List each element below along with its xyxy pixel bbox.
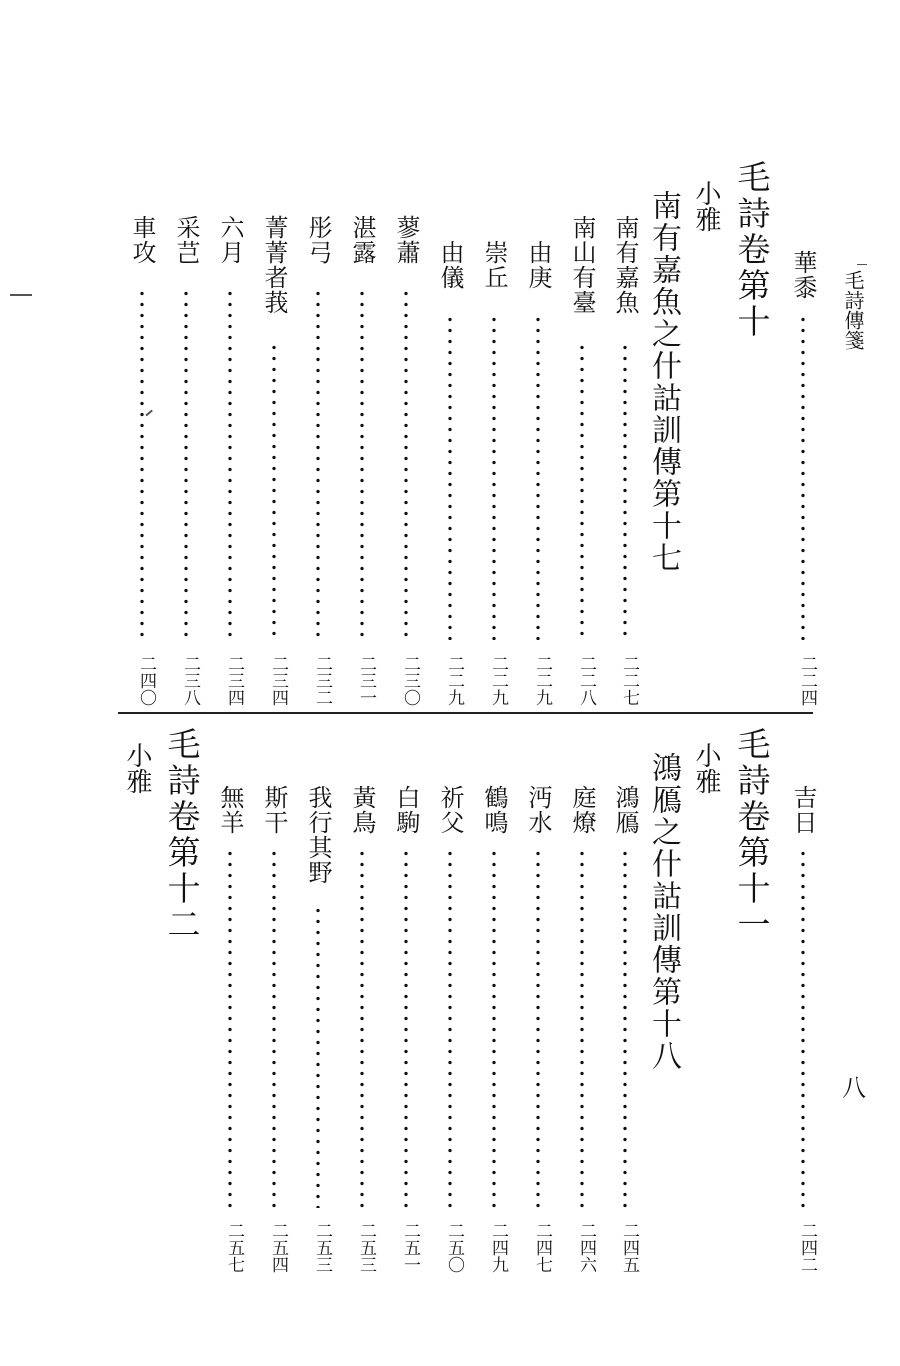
leader-dots	[492, 848, 496, 1208]
leader-dots	[623, 848, 627, 1208]
entry-label: 鶴鳴	[480, 785, 508, 835]
entry-page: 二二八	[576, 655, 596, 706]
juan-heading: 毛詩卷第十一	[732, 727, 772, 943]
entry-label: 車攻	[128, 215, 156, 265]
entry-label: 采芑	[172, 215, 200, 265]
running-head: 毛詩傳箋	[841, 270, 865, 350]
entry-page: 二二七	[619, 655, 639, 706]
entry-label: 白駒	[392, 785, 420, 835]
entry-label: 菁菁者莪	[260, 215, 288, 315]
entry-label: 庭燎	[568, 785, 596, 835]
entry-label: 彤弓	[304, 215, 332, 265]
entry-label: 南山有臺	[568, 215, 596, 315]
entry-label: 由儀	[436, 240, 464, 290]
scan-mark	[857, 264, 867, 265]
entry-label: 斯干	[260, 785, 288, 835]
entry-page: 二二九	[532, 655, 552, 706]
entry-page: 二四六	[576, 1222, 596, 1273]
juan-heading: 毛詩卷第十	[732, 160, 772, 340]
leader-dots	[360, 288, 364, 640]
leader-dots	[801, 848, 805, 1208]
leader-dots	[623, 342, 627, 640]
entry-label: 鴻鴈	[611, 785, 639, 835]
half-divider	[118, 712, 813, 714]
entry-page: 二二九	[444, 655, 464, 706]
leader-dots	[272, 342, 276, 640]
entry-page: 二五一	[400, 1222, 420, 1273]
section-label: 小雅	[691, 180, 721, 232]
entry-page: 二五三	[312, 1222, 332, 1273]
section-label: 小雅	[691, 742, 721, 794]
leader-dots	[580, 848, 584, 1208]
leader-dots	[184, 288, 188, 640]
leader-dots	[448, 848, 452, 1208]
entry-label: 湛露	[348, 215, 376, 265]
entry-label: 黃鳥	[348, 785, 376, 835]
entry-page: 二三〇	[400, 655, 420, 706]
section-label-next: 小雅	[122, 742, 152, 794]
entry-label: 六月	[216, 215, 244, 265]
leader-dots	[404, 288, 408, 640]
leader-dots	[140, 288, 144, 640]
leader-dots	[228, 848, 232, 1208]
entry-page: 二三四	[268, 655, 288, 706]
entry-label: 由庚	[524, 240, 552, 290]
shi-heading: 南有嘉魚之什詁訓傳第十七	[646, 190, 681, 574]
leader-dots	[448, 314, 452, 640]
entry-page: 二三八	[180, 655, 200, 706]
scan-mark	[10, 294, 32, 296]
leader-dots	[360, 848, 364, 1208]
entry-label: 祈父	[436, 785, 464, 835]
leader-dots	[536, 848, 540, 1208]
entry-label: 沔水	[524, 785, 552, 835]
leader-dots	[801, 314, 805, 640]
entry-page: 二四二	[797, 1222, 817, 1273]
juan-heading-next: 毛詩卷第十二	[162, 727, 202, 943]
entry-label: 蓼蕭	[392, 215, 420, 265]
entry-page: 二三四	[224, 655, 244, 706]
entry-label: 吉日	[789, 785, 817, 835]
entry-label: 崇丘	[480, 240, 508, 290]
leader-dots	[272, 848, 276, 1208]
entry-label: 華黍	[789, 250, 817, 300]
entry-page: 二二四	[797, 655, 817, 706]
entry-page: 二二九	[488, 655, 508, 706]
leader-dots	[228, 288, 232, 640]
entry-page: 二四九	[488, 1222, 508, 1273]
scan-mark	[145, 410, 152, 416]
page-number: 八	[842, 1074, 866, 1102]
entry-page: 二三二	[312, 655, 332, 706]
entry-page: 二四五	[619, 1222, 639, 1273]
entry-label: 南有嘉魚	[611, 215, 639, 315]
entry-page: 二四七	[532, 1222, 552, 1273]
shi-heading: 鴻鴈之什詁訓傳第十八	[646, 752, 681, 1072]
entry-label: 無羊	[216, 785, 244, 835]
entry-page: 二五四	[268, 1222, 288, 1273]
entry-page: 二四〇	[136, 655, 156, 706]
leader-dots	[492, 314, 496, 640]
entry-page: 二五三	[356, 1222, 376, 1273]
leader-dots	[316, 288, 320, 640]
entry-page: 二三一	[356, 655, 376, 706]
leader-dots	[580, 342, 584, 640]
entry-page: 二五〇	[444, 1222, 464, 1273]
leader-dots	[536, 314, 540, 640]
leader-dots	[404, 848, 408, 1208]
leader-dots	[316, 905, 320, 1208]
entry-label: 我行其野	[304, 785, 332, 885]
entry-page: 二五七	[224, 1222, 244, 1273]
